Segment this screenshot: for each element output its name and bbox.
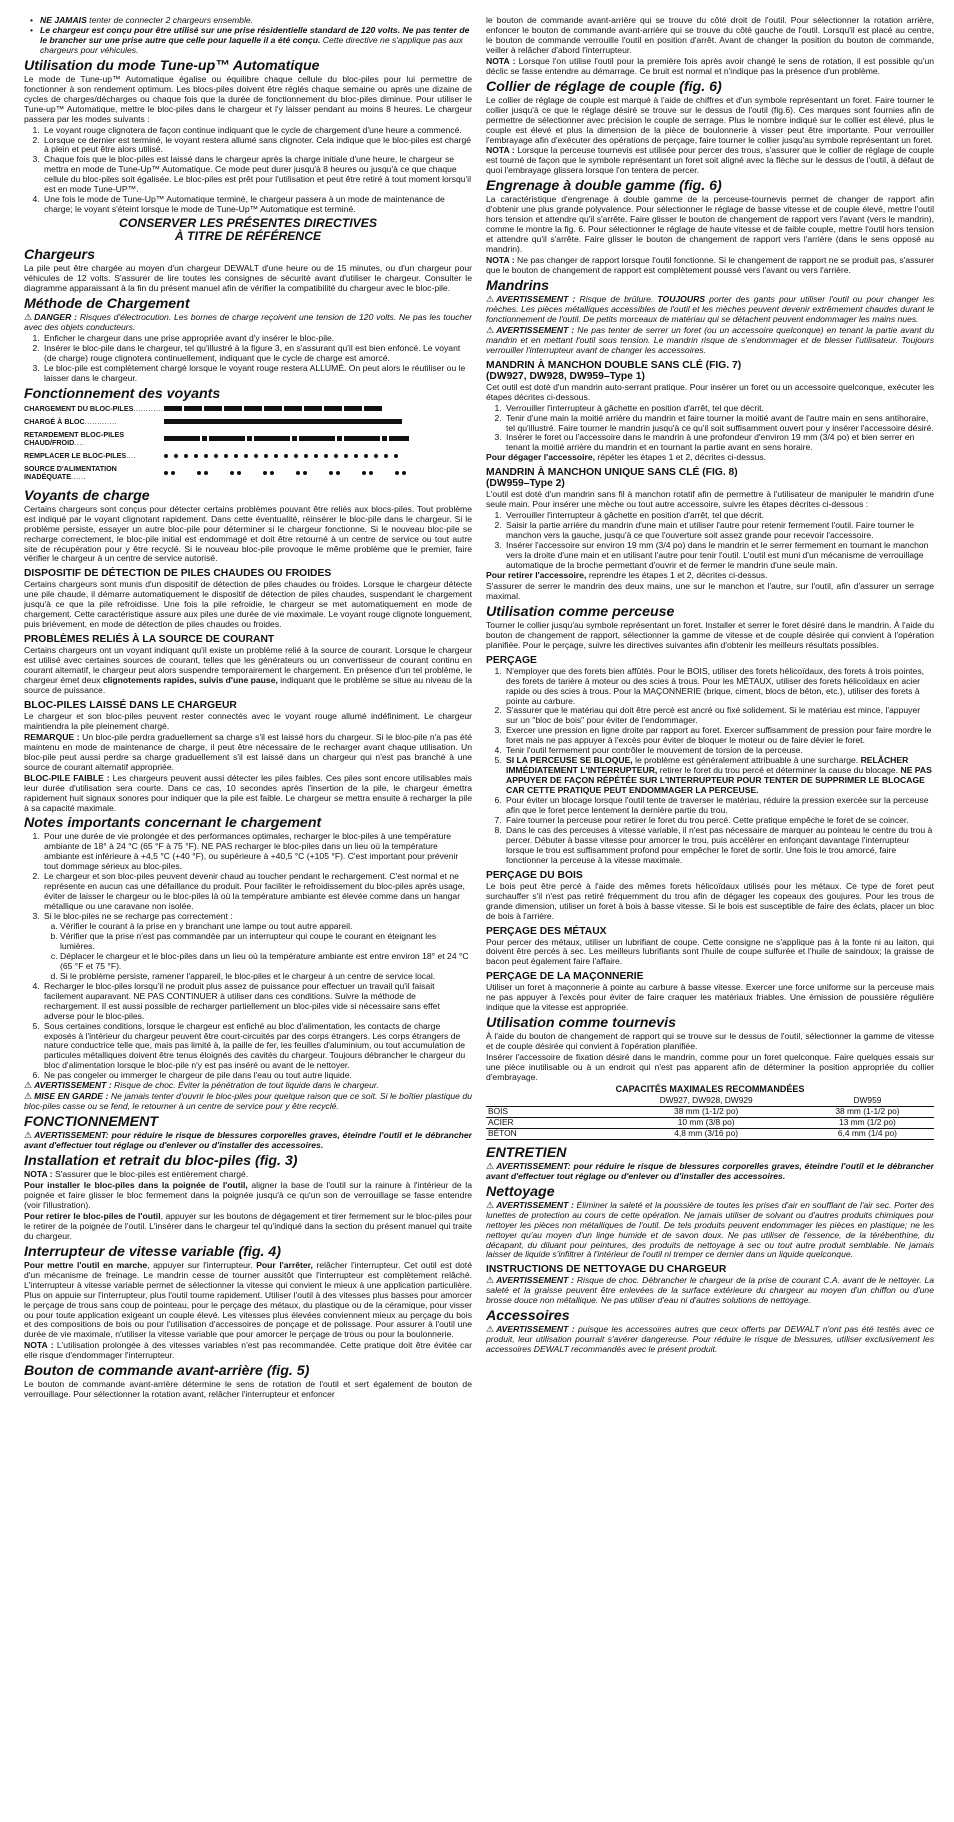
blocpiles-para: Le chargeur et son bloc-piles peuvent rester connectés avec le voyant rouge allumé indéfiniment. Le chargeur maintiendra la pile pleinement chargé. xyxy=(24,710,472,731)
conserve-heading: CONSERVER LES PRÉSENTES DIRECTIVES À TITRE DE RÉFÉRENCE xyxy=(118,216,378,244)
indicator-label: RETARDEMENT BLOC-PILES CHAUD/FROID.... xyxy=(24,429,125,447)
list-item: 3. Si le bloc-piles ne se recharge pas correctement : a. Vérifier le courant à la prise en y branchant une lampe ou tout autre appareil. b. Vérifier que la prise n'est pas commandée par un interrupteur qui coupe le courant en éteignant les lumières. c. Déplacer le chargeur et le bloc-piles dans un lieu où la température ambiante est entre environ 18° et 24 °C (65 °F et 75 °F). d. Si le problème persiste, ramener l'appareil, le bloc-piles et le chargeur à un centre de service local. xyxy=(42,912,472,982)
mandrin-double-steps xyxy=(486,404,934,454)
dispositif-para: Certains chargeurs sont munis d'un dispositif de détection de piles chaudes ou froides. Lorsque le chargeur détecte une pile chaude, il démarre automatiquement le dispositif de détection de piles chaudes, suspendant le chargement jusqu'à ce que la pile refroidisse. Une fois la pile refroidie, le chargeur se met automatiquement en mode de chargement. Cette caractéristique assure aux piles une durée de vie maximale. Le voyant rouge clignote longuement, puis brièvement, en mode de détection de piles chaudes ou froides. xyxy=(24,579,472,630)
list-item: 7. Faire tourner la perceuse pour retirer le foret du trou percé. Cette pratique empêche le foret de se coincer. xyxy=(504,816,934,826)
maconnerie-heading: PERÇAGE DE LA MAÇONNERIE xyxy=(486,971,644,983)
list-item: • NE JAMAIS tenter de connecter 2 chargeurs ensemble. xyxy=(40,16,472,26)
warning-triangle-icon: ⚠ xyxy=(24,1091,33,1102)
chargeurs-heading: Chargeurs xyxy=(24,247,95,264)
instructions-heading: INSTRUCTIONS DE NETTOYAGE DU CHARGEUR xyxy=(486,1264,727,1276)
caution-notice: ⚠ MISE EN GARDE : Ne jamais tenter d'ouvrir le bloc-piles pour quelque raison que ce soit. Si le boîtier plastique du bloc-piles casse ou se fend, le retourner à un centre de service pour y être recyclé. xyxy=(24,1091,472,1112)
bouton-para: Le bouton de commande avant-arrière détermine le sens de rotation de l'outil et sert également de bouton de verrouillage. Pour sélectionner la rotation avant, relâcher l'interrupteur et enfoncer xyxy=(24,1379,472,1400)
tournevis-heading: Utilisation comme tournevis xyxy=(486,1015,676,1032)
list-item: • Le chargeur est conçu pour être utilisé sur une prise résidentielle standard de 120 volts. Ne pas tenter de le brancher sur une prise autre que celle pour laquelle il a été conçu. Cette directive ne s'applique pas aux chargeurs pour véhicules. xyxy=(40,26,472,56)
voyants-heading: Fonctionnement des voyants xyxy=(24,385,221,402)
list-item: 3. Chaque fois que le bloc-piles est laissé dans le chargeur après la charge initiale d'une heure, le chargeur se mettra en mode de Tune-Up™ Automatique. Ce mode peut durer jusqu'à 8 heures ou jusqu'à ce que chaque cellule du bloc-piles soit égalisée. Le bloc-piles est prêt pour l'utilisation et peut être retiré à tout moment lorsqu'il est en mode Tune-UP™. xyxy=(42,155,472,195)
instructions-warning: ⚠ AVERTISSEMENT : Risque de choc. Débrancher le chargeur de la prise de courant C.A. avant de le nettoyer. La saleté et la graisse peuvent être enlevées de la surface extérieure du chargeur au moyen d'un chiffon ou d'une brosse douce non métallique. Ne pas utiliser d'eau ni d'autres solutions de nettoyage. xyxy=(486,1275,934,1306)
fonctionnement-heading: FONCTIONNEMENT xyxy=(24,1114,158,1131)
methode-steps xyxy=(24,334,472,384)
indicator-row xyxy=(24,431,472,447)
perceuse-heading: Utilisation comme perceuse xyxy=(486,603,675,620)
nettoyage-heading: Nettoyage xyxy=(486,1183,555,1200)
warning-triangle-icon: ⚠ xyxy=(24,312,33,323)
list-item: 1. Le voyant rouge clignotera de façon continue indiquant que le cycle de chargement d'une heure a commencé. xyxy=(42,126,472,136)
engrenage-para: La caractéristique d'engrenage à double gamme de la perceuse-tournevis permet de changer de rapport afin d'obtenir une plus grande polyvalence. Pour sélectionner le réglage de basse vitesse et de couple élevé, mettre l'outil hors tension et attendre qu'il s'arrête. Faire glisser le bouton de changement de rapport vers l'avant (vers le mandrin), comme le montre la fig. 6. Pour sélectionner le réglage de haute vitesse et de faible couple, mettre l'outil hors tension et attendre qu'il s'arrête. Faire glisser le bouton de changement de rapport vers l'arrière (dans le sens opposé au mandrin). xyxy=(486,194,934,255)
list-item: 6. Ne pas congeler ou immerger le chargeur de pile dans l'eau ou tout autre liquide. xyxy=(42,1071,472,1081)
indicator-pattern-longshort xyxy=(164,436,472,441)
indicator-label: REMPLACER LE BLOC-PILES.... xyxy=(24,450,137,460)
list-item: 4. Recharger le bloc-piles lorsqu'il ne produit plus assez de puissance pour effectuer un travail qu'il faisait facilement auparavant. NE PAS CONTINUER à utiliser dans ces conditions. Suivre la méthode de rechargement. Il est aussi possible de recharger partiellement un bloc-piles vide si nécessaire sans effet adverse pour le bloc-piles. xyxy=(42,982,472,1022)
notes-heading: Notes importants concernant le chargement xyxy=(24,815,322,832)
list-item: 1. N'employer que des forets bien affûtés. Pour le BOIS, utiliser des forets hélicoïdaux, des forets à trois pointes, des forets de tarière à moteur ou des scies à trous. Pour les MÉTAUX, utiliser des forets hélicoïdaux en acier rapide ou des scies à trous. Pour la MAÇONNERIE (brique, ciment, blocs de béton, etc.), utiliser des forets à pointe au carbure. xyxy=(504,667,934,707)
mandrin-double-models: (DW927, DW928, DW959–Type 1) xyxy=(486,370,645,382)
interrupteur-note: NOTA : L'utilisation prolongée à des vitesses variables n'est pas recommandée. Cette pratique doit être évitée car elle risque d'endommager l'interrupteur. xyxy=(24,1340,472,1361)
warning-notice: ⚠ AVERTISSEMENT : Risque de choc. Éviter la pénétration de tout liquide dans le chargeur. xyxy=(24,1080,379,1091)
intro-bullets xyxy=(24,16,472,56)
list-item: 1. Pour une durée de vie prolongée et des performances optimales, recharger le bloc-piles à une température ambiante de 18° à 24 °C (65 °F à 75 °F). NE PAS recharger le bloc-piles dans un lieu où la température ambiante est inférieure à +4,5 °C (+40 °F), ou supérieure à +40,5 °C (+105 °F). C'est important pour prévenir tout dommage sérieux au bloc-piles. xyxy=(42,832,472,872)
mandrin-double-heading: MANDRIN À MANCHON DOUBLE SANS CLÉ (FIG. 7) xyxy=(486,359,742,371)
capacities-table xyxy=(486,1085,934,1140)
metaux-heading: PERÇAGE DES MÉTAUX xyxy=(486,925,607,937)
list-item: 2. Saisir la partie arrière du mandrin d'une main et utiliser l'autre pour retenir fermement l'outil. Faire tourner le manchon vers la gauche, jusqu'à ce que l'ouverture soit assez grande pour recevoir l'accessoire. xyxy=(504,521,934,541)
warning-triangle-icon: ⚠ xyxy=(486,293,495,304)
warning-triangle-icon: ⚠ xyxy=(486,324,495,335)
sub-list xyxy=(44,922,472,982)
danger-notice: ⚠ DANGER : Risques d'électrocution. Les bornes de charge reçoivent une tension de 120 volts. Ne pas les toucher avec des objets conducteurs. xyxy=(24,312,472,332)
list-item: 3. Insérer le foret ou l'accessoire dans le mandrin à une profondeur d'environ 19 mm (3/4 po) et bien serrer en tenant la moitié arrière du mandrin et en tournant la partie avant en sens horaire. xyxy=(504,433,934,453)
bouton-note: NOTA : Lorsque l'on utilise l'outil pour la première fois après avoir changé le sens de rotation, il est possible qu'un déclic se fasse entendre au démarrage. Ce bruit est normal et n'indique pas la présence d'un problème. xyxy=(486,55,934,76)
installation-heading: Installation et retrait du bloc-piles (fig. 3) xyxy=(24,1153,298,1170)
blocpiles-heading: BLOC-PILES LAISSÉ DANS LE CHARGEUR xyxy=(24,699,237,711)
indicator-pattern-solid xyxy=(164,419,472,424)
dispositif-heading: DISPOSITIF DE DÉTECTION DE PILES CHAUDES OU FROIDES xyxy=(24,568,332,580)
chargeurs-para: La pile peut être chargée au moyen d'un chargeur DEWALT d'une heure ou de 15 minutes, ou d'un chargeur pour véhicules de 12 volts. S'assurer de lire toutes les consignes de sécurité avant d'utiliser le chargeur. Consulter le diagramme apparaissant à la fin du présent manuel afin de vérifier la compatibilité du chargeur avec le bloc-pile. xyxy=(24,263,472,294)
warning-triangle-icon: ⚠ xyxy=(486,1275,495,1286)
problemes-heading: PROBLÈMES RELIÉS À LA SOURCE DE COURANT xyxy=(24,634,275,646)
nettoyage-warning: ⚠ AVERTISSEMENT : Éliminer la saleté et la poussière de toutes les prises d'air en soufflant de l'air sec. Porter des lunettes de protection au cours de cette opération. Ne jamais utiliser de solvant ou d'autres produits chimiques pour nettoyer les pièces non métalliques de l'outil. De tels produits peuvent endommager les pièces en plastique; ne les nettoyer qu'au moyen d'un linge humide et de savon doux. Ne pas utiliser de l'essence, de la térébenthine, du décapant, du diluant pour peintures, des produits de nettoyage à sec ou tout autre produit semblable. Ne jamais laisser de liquide s'infiltrer à l'intérieur de l'outil ni tremper ce dernier dans un liquide quelconque. xyxy=(486,1199,934,1260)
mandrin-unique-heading: MANDRIN À MANCHON UNIQUE SANS CLÉ (FIG. 8) xyxy=(486,467,738,479)
list-item: 8. Dans le cas des perceuses à vitesse variable, il n'est pas nécessaire de marquer au pointeau le centre du trou à percer. Débuter à basse vitesse pour amorcer le trou, puis accélérer en enfonçant davantage l'interrupteur lorsque le trou est suffisamment profond pour empêcher le foret de sortir. Une fois le trou amorcé, faire fonctionner la perceuse à la vitesse maximale. xyxy=(504,826,934,866)
list-item: a. Vérifier le courant à la prise en y branchant une lampe ou tout autre appareil. xyxy=(60,922,472,932)
indicator-row xyxy=(24,452,472,460)
list-item: 5. Sous certaines conditions, lorsque le chargeur est enfiché au bloc d'alimentation, les contacts de charge exposés à l'intérieur du chargeur peuvent être court-circuités par des corps étrangers. Les corps étrangers de nature conductrice telle que, mais pas limité à, la paille de fer, les feuilles d'aluminium, ou tout accumulation de particules métalliques doivent être tenus éloignés des cavités du chargeur. Toujours débrancher le chargeur du bloc d'alimentation lorsque le bloc-pile n'y est pas inséré ou avant de le nettoyer. xyxy=(42,1022,472,1072)
interrupteur-para: Pour mettre l'outil en marche, appuyer sur l'interrupteur. Pour l'arrêter, relâcher l'interrupteur. Cet outil est doté d'un mécanisme de freinage. Le mandrin cesse de tourner aussitôt que l'interrupteur est complètement relâché. L'interrupteur à vitesse variable permet de sélectionner la vitesse qui convient le mieux à une application particulière. Plus on appuie sur l'interrupteur, plus l'outil tourne rapidement. Utiliser l'outil à des vitesses plus basses pour amorcer le perçage de trous sans coup de pointeau, pour le perçage des métaux, du plastique ou de la céramique, pour visser ou pour toute application exigeant un couple élevé. Les vitesses plus élevées conviennent mieux au perçage du bois et des compositions de bois ou pour l'utilisation d'accessoires de ponçage et de polissage. Pour assurer à l'outil une durée de vie maximale, n'utiliser la vitesse variable que pour amorcer le perçage de trous ou pour la boulonnerie. xyxy=(24,1259,472,1340)
list-item: 2. S'assurer que le matériau qui doit être percé est ancré ou fixé solidement. Si le matériau est mince, l'appuyer sur un "bloc de bois" pour éviter de l'endommager. xyxy=(504,706,934,726)
mandrin-unique-models: (DW959–Type 2) xyxy=(486,478,565,490)
list-item: 2. Tenir d'une main la moitié arrière du mandrin et faire tourner la moitié avant de l'autre main en sens antihoraire, tel qu'illustré. Faire tourner le mandrin jusqu'à ce qu'il soit suffisamment ouvert pour y insérer l'accessoire désiré. xyxy=(504,414,934,434)
list-item: 4. Une fois le mode de Tune-Up™ Automatique terminé, le chargeur passera à un mode de maintenance de charge; le voyant s'éteint lorsque le mode de Tune-Up™ Automatique est terminé. xyxy=(42,195,472,215)
retirer-para: Pour retirer le bloc-piles de l'outil, appuyer sur les boutons de dégagement et tirer fermement sur le bloc-piles pour le retirer de la poignée de l'outil. L'insérer dans le chargeur tel qu'indiqué dans la section du présent manuel qui traite du chargeur. xyxy=(24,1210,472,1241)
table-row: BOIS 38 mm (1-1/2 po) 38 mm (1-1/2 po) xyxy=(486,1106,934,1117)
indicator-row xyxy=(24,418,472,426)
indicator-pattern-dots xyxy=(164,454,472,458)
mandrin-unique-para: L'outil est doté d'un mandrin sans fil à manchon rotatif afin de permettre à l'utilisateur de manipuler le mandrin d'une seule main. Pour insérer une mèche ou tout autre accessoire, suivre les étapes décrites ci-dessous : xyxy=(486,489,934,510)
list-item: 1. Verrouiller l'interrupteur à gâchette en position d'arrêt, tel que décrit. xyxy=(504,404,934,414)
table-row: ACIER 10 mm (3/8 po) 13 mm (1/2 po) xyxy=(486,1117,934,1128)
accessoires-warning: ⚠ AVERTISSEMENT : puisque les accessoires autres que ceux offerts par DEWALT n'ont pas été testés avec ce produit, leur utilisation pourrait s'avérer dangereuse. Pour réduire le risque de blessures, utiliser exclusivement les accessoires DEWALT recommandés avec le présent produit. xyxy=(486,1324,934,1355)
indicator-pattern-long xyxy=(164,406,472,411)
mandrin-final-para: S'assurer de serrer le mandrin des deux mains, une sur le manchon et l'autre, sur l'outil, afin d'assurer un serrage maximal. xyxy=(486,580,934,601)
table-header: DW927, DW928, DW929 xyxy=(611,1096,800,1106)
methode-heading: Méthode de Chargement xyxy=(24,296,190,313)
mandrin-unique-steps xyxy=(486,511,934,571)
perceuse-para: Tourner le collier jusqu'au symbole représentant un foret. Installer et serrer le foret désiré dans le mandrin. À l'aide du bouton de changement de rapport, sélectionner la gamme de vitesse et de couple désirée qui convient à l'opération planifiée. Pour le perçage, suivre les directives suivantes afin d'obtenir les meilleurs résultats possibles. xyxy=(486,619,934,650)
metaux-para: Pour percer des métaux, utiliser un lubrifiant de coupe. Cette consigne ne s'applique pas à la fonte ni au laiton, qui doivent être percés à sec. Les meilleurs lubrifiants sont l'huile de coupe sulfurée et l'huile de saindoux; la graisse de bacon peut également faire l'affaire. xyxy=(486,936,934,967)
indicator-row xyxy=(24,405,472,413)
tuneup-heading: Utilisation du mode Tune-up™ Automatique xyxy=(24,57,320,74)
right-column xyxy=(486,16,934,1814)
collier-note: NOTA : Lorsque la perceuse tournevis est utilisée pour percer des trous, s'assurer que le collier de réglage de couple est tourné de façon que le symbole représentant un foret soit aligné avec la flèche sur le dessus de l'outil, à défaut de quoi l'embrayage glissera lorsque l'on tentera de percer. xyxy=(486,145,934,176)
collier-heading: Collier de réglage de couple (fig. 6) xyxy=(486,78,722,95)
tuneup-steps xyxy=(24,126,472,216)
mandrin-double-para: Cet outil est doté d'un mandrin auto-serrant pratique. Pour insérer un foret ou un accessoire quelconque, exécuter les étapes décrites ci-dessous. xyxy=(486,381,934,402)
list-item: 3. Insérer l'accessoire sur environ 19 mm (3/4 po) dans le mandrin et le serrer fermement en tournant le manchon vers la droite d'une main et en utilisant l'autre pour tenir l'outil. L'outil est muni d'un mécanisme de verrouillage automatique de la broche permettant d'ouvrir et de fermer le mandrin d'une seule main. xyxy=(504,541,934,571)
retirer-accessoire-para: Pour retirer l'accessoire, reprendre les étapes 1 et 2, décrites ci-dessus. xyxy=(486,569,768,580)
indicator-row xyxy=(24,465,472,481)
notes-list xyxy=(24,832,472,1081)
list-item: d. Si le problème persiste, ramener l'appareil, le bloc-piles et le chargeur à un centre de service local. xyxy=(60,972,472,982)
mandrins-heading: Mandrins xyxy=(486,277,550,294)
voyants-charge-para: Certains chargeurs sont conçus pour détecter certains problèmes pouvant être reliés aux blocs-piles. Tout problème est indiqué par le voyant clignotant rapidement. Dans cette éventualité, réinsérer le bloc-pile dans le chargeur. Si le problème persiste, essayer un autre bloc-pile pour déterminer si le chargeur fonctionne. Si le nouveau bloc-pile se recharge correctement, le bloc-pile initial est endommagé et doit être retourné à un centre de service ou tout autre site de récupération pour y être recyclé. Si le nouveau bloc-pile provoque le même problème que le premier, faire vérifier le chargeur à un centre de service autorisé. xyxy=(24,503,472,564)
percage-steps xyxy=(486,667,934,866)
fonctionnement-warning: ⚠ AVERTISSEMENT: pour réduire le risque de blessures corporelles graves, éteindre l'outil et le débrancher avant d'effectuer tout réglage ou d'enlever ou d'installer des accessoires. xyxy=(24,1130,472,1151)
list-item: 2. Le chargeur et son bloc-piles peuvent devenir chaud au toucher pendant le rechargement. C'est normal et ne représente en aucun cas une défaillance du produit. Pour faciliter le refroidissement du bloc-piles après usage, éviter de laisser le chargeur ou le bloc-piles là où la température ambiante est élevée comme dans un hangar métallique ou une caravane non isolée. xyxy=(42,872,472,912)
list-item: 1. Verrouiller l'interrupteur à gâchette en position d'arrêt, tel que décrit. xyxy=(504,511,934,521)
list-item: 5. SI LA PERCEUSE SE BLOQUE, le problème est généralement attribuable à une surcharge. RELÂCHER IMMÉDIATEMENT L'INTERRUPTEUR, retirer le foret du trou percé et déterminer la cause du blocage. NE PAS APPUYER DE FAÇON RÉPÉTÉE SUR L'INTERRUPTEUR POUR TENTER DE SUPPRIMER LE BLOCAGE CAR CETTE PRATIQUE PEUT ENDOMMAGER LA PERCEUSE. xyxy=(504,756,934,796)
warning-triangle-icon: ⚠ xyxy=(24,1080,33,1091)
warning-triangle-icon: ⚠ xyxy=(486,1160,495,1171)
warning-triangle-icon: ⚠ xyxy=(486,1324,495,1335)
tuneup-para: Le mode de Tune-up™ Automatique égalise ou équilibre chaque cellule du bloc-piles pour lui permettre de fonctionner à son rendement optimum. Les blocs-piles doivent être réglés chaque semaine ou après une dizaine de cycles de charges/décharges ou chaque fois que la durée de fonctionnement du bloc-piles diminue. Pour utiliser le Tune-up™ Automatique, mettre le bloc-piles dans le chargeur et l'y laisser pendant au moins 8 heures. Le chargeur passera par les modes suivants : xyxy=(24,73,472,124)
entretien-warning: ⚠ AVERTISSEMENT: pour réduire le risque de blessures corporelles graves, éteindre l'outil et le débrancher avant d'effectuer tout réglage ou d'enlever ou d'installer des accessoires. xyxy=(486,1160,934,1181)
capacities-title: CAPACITÉS MAXIMALES RECOMMANDÉES xyxy=(615,1084,805,1095)
table-header-row xyxy=(486,1096,934,1106)
remarque-para: REMARQUE : Un bloc-pile perdra graduellement sa charge s'il est laissé hors du chargeur. Si le bloc-pile n'a pas été maintenu en mode de maintenance de charge, il peut être nécessaire de le recharger avant chaque utilisation. Un bloc-pile peut aussi perdre sa charge graduellement s'il est laissé dans un chargeur qui n'est pas branché à une source de courant alternatif appropriée. xyxy=(24,731,472,772)
list-item: b. Vérifier que la prise n'est pas commandée par un interrupteur qui coupe le courant en éteignant les lumières. xyxy=(60,932,472,952)
bouton-para-cont: le bouton de commande avant-arrière qui se trouve du côté droit de l'outil. Pour sélectionner la rotation arrière, enfoncer le bouton de commande avant-arrière qui se trouve du côté gauche de l'outil. Lorsqu'il est placé au centre, le bouton de commande verrouille l'outil en position d'arrêt. Avant de changer la position du bouton de commande, veiller à relâcher d'abord l'interrupteur. xyxy=(486,16,934,55)
tournevis-para-1: À l'aide du bouton de changement de rapport qui se trouve sur le dessus de l'outil, sélectionner la gamme de vitesse et de couple désirée qui convient à l'opération planifiée. xyxy=(486,1031,934,1052)
list-item: c. Déplacer le chargeur et le bloc-piles dans un lieu où la température ambiante est entre environ 18° et 24 °C (65 °F et 75 °F). xyxy=(60,952,472,972)
warning-triangle-icon: ⚠ xyxy=(24,1130,33,1141)
bouton-heading: Bouton de commande avant-arrière (fig. 5) xyxy=(24,1363,310,1380)
installation-note: NOTA : S'assurer que le bloc-piles est entièrement chargé. xyxy=(24,1169,249,1180)
left-column xyxy=(24,16,472,1814)
mandrins-warning-2: ⚠ AVERTISSEMENT : Ne pas tenter de serrer un foret (ou un accessoire quelconque) en tenant la partie avant du mandrin et en mettant l'outil sous tension. Le mandrin risque de s'endommager et de blesser l'utilisateur. Toujours verrouiller l'interrupteur avant de changer les accessoires. xyxy=(486,324,934,355)
tournevis-para-2: Insérer l'accessoire de fixation désiré dans le mandrin, comme pour un foret quelconque. Faire quelques essais sur une pièce inutilisable ou à un endroit qui n'est pas apparent afin de déterminer la position appropriée du collier d'embrayage. xyxy=(486,1052,934,1083)
table-header: DW959 xyxy=(801,1096,934,1106)
indicator-table xyxy=(24,405,472,481)
indicator-label: CHARGEMENT DU BLOC-PILES............ xyxy=(24,403,164,413)
installation-para: Pour installer le bloc-piles dans la poignée de l'outil, aligner la base de l'outil sur la rainure à l'intérieur de la poignée et faire glisser le bloc fermement dans la poignée jusqu'à ce qu'un son de verrouillage se fasse entendre (voir l'illustration). xyxy=(24,1180,472,1210)
list-item: 4. Tenir l'outil fermement pour contrôler le mouvement de torsion de la perceuse. xyxy=(504,746,934,756)
warning-triangle-icon: ⚠ xyxy=(486,1199,495,1210)
entretien-heading: ENTRETIEN xyxy=(486,1144,567,1161)
interrupteur-heading: Interrupteur de vitesse variable (fig. 4) xyxy=(24,1243,282,1260)
indicator-pattern-dotpairs xyxy=(164,471,472,475)
bois-heading: PERÇAGE DU BOIS xyxy=(486,869,583,881)
faible-para: BLOC-PILE FAIBLE : Les chargeurs peuvent aussi détecter les piles faibles. Ces piles sont encore utilisables mais leur durée d'utilisation sera courte. Dans ce cas, 10 secondes après l'insertion de la pile, le chargeur émettra rapidement huit signaux sonores pour indiquer que la pile est faible. Le chargeur se mettra ensuite à recharger la pile à sa capacité maximale. xyxy=(24,772,472,813)
indicator-label: CHARGÉ À BLOC............. xyxy=(24,416,118,426)
collier-para: Le collier de réglage de couple est marqué à l'aide de chiffres et d'un symbole représentant un foret. Faire tourner le collier jusqu'à ce que le réglage désiré se trouve sur le dessus de l'outil (fig.6). Ces marques sont fournies afin de permettre de sélectionner avec précision le couple de serrage. Plus le nombre indiqué sur le collier est élevé, plus le couple est élevé et plus la dimension de la pièce de boulonnerie à visser peut être importante. Pour verrouiller l'embrayage afin d'exécuter des opérations de perçage, faire tourner le collier jusqu'au symbole représentant un foret. xyxy=(486,94,934,145)
indicator-label: SOURCE D'ALIMENTATION INADÉQUATE...... xyxy=(24,463,117,481)
list-item: 2. Lorsque ce dernier est terminé, le voyant restera allumé sans clignoter. Cela indique que le bloc-piles est chargé à plein et peut être alors utilisé. xyxy=(42,136,472,156)
list-item: 3. Exercer une pression en ligne droite par rapport au foret. Exercer suffisamment de pression pour faire mordre le foret mais ne pas appuyer à l'excès pour éviter de bloquer le moteur ou de faire dévier le foret. xyxy=(504,726,934,746)
voyants-charge-heading: Voyants de charge xyxy=(24,487,150,504)
bois-para: Le bois peut être percé à l'aide des mêmes forets hélicoïdaux utilisés pour les métaux. Ce type de foret peut surchauffer s'il n'est pas retiré fréquemment du trou afin de dégager les copeaux des goujures. Pour les trous de grande dimension, utiliser un foret à bois à basse vitesse. Si le bois est susceptible de faire des éclats, placer un bloc de bois à l'arrière. xyxy=(486,880,934,921)
maconnerie-para: Utiliser un foret à maçonnerie à pointe au carbure à basse vitesse. Exercer une force uniforme sur la perceuse mais ne pas appuyer à l'excès pour éviter de faire craquer les matériaux friables. Une émission de poussière régulière indique que la vitesse est appropriée. xyxy=(486,982,934,1013)
list-item: 3. Le bloc-pile est complètement chargé lorsque le voyant rouge restera ALLUMÉ. On peut alors le réutiliser ou le laisser dans le chargeur. xyxy=(42,364,472,384)
degager-para: Pour dégager l'accessoire, répéter les étapes 1 et 2, décrites ci-dessus. xyxy=(486,452,767,463)
engrenage-heading: Engrenage à double gamme (fig. 6) xyxy=(486,178,722,195)
list-item: 2. Insérer le bloc-pile dans le chargeur, tel qu'illustré à la figure 3, en s'assurant qu'il est bien enfoncé. Le voyant (de charge) rouge clignotera continuellement, indiquant que le cycle de charge est amorcé. xyxy=(42,344,472,364)
mandrins-warning-1: ⚠ AVERTISSEMENT : Risque de brûlure. TOUJOURS porter des gants pour utiliser l'outil ou pour changer les mèches. Les pièces métalliques accessibles de l'outil et les mèches peuvent devenir extrêmement chaudes durant le fonctionnement de l'outil. De petits morceaux de matériau qui se détachent peuvent endommager les mains nues. xyxy=(486,293,934,324)
engrenage-note: NOTA : Ne pas changer de rapport lorsque l'outil fonctionne. Si le changement de rapport ne se produit pas, s'assurer que le bouton de changement de rapport est complètement poussé vers l'avant ou vers l'arrière. xyxy=(486,255,934,276)
list-item: 1. Enficher le chargeur dans une prise appropriée avant d'y insérer le bloc-pile. xyxy=(42,334,472,344)
accessoires-heading: Accessoires xyxy=(486,1308,570,1325)
table-row: BÉTON 4,8 mm (3/16 po) 6,4 mm (1/4 po) xyxy=(486,1128,934,1139)
problemes-para: Certains chargeurs ont un voyant indiquant qu'il existe un problème relié à la source de courant. Lorsque le chargeur est utilisé avec certaines sources de courant, telles que les générateurs ou un convertisseur de courant continu en courant alternatif, le chargeur peut alors suspendre temporairement le chargement. En présence d'un tel problème, le chargeur émet deux clignotements rapides, suivis d'une pause, indiquant que le problème se situe au niveau de la source de puissance. xyxy=(24,645,472,695)
percage-heading: PERÇAGE xyxy=(486,654,537,666)
list-item: 6. Pour éviter un blocage lorsque l'outil tente de traverser le matériau, réduire la pression exercée sur la perceuse afin que le foret perce lentement la dernière partie du trou. xyxy=(504,796,934,816)
